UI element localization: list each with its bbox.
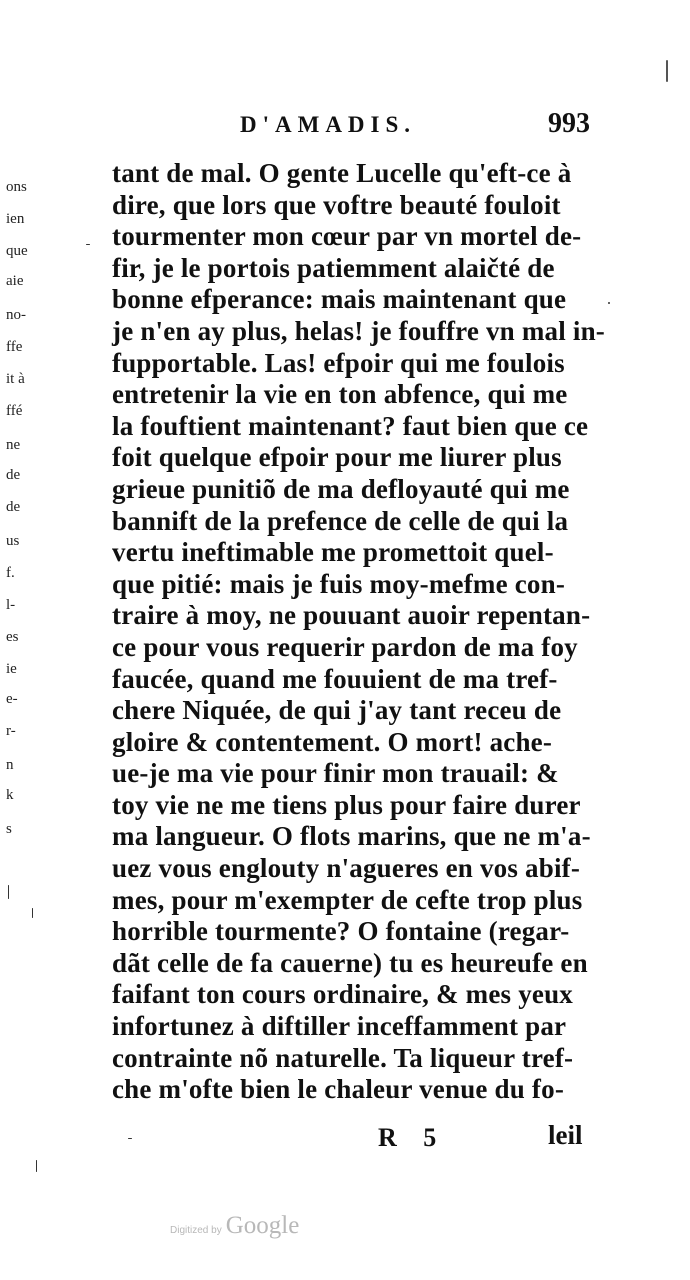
margin-fragment: it à xyxy=(6,371,25,387)
text-line: horrible tourmente? O fontaine (regar- xyxy=(112,916,570,947)
text-line: ue-je ma vie pour finir mon trauail: & xyxy=(112,758,559,789)
margin-fragment: us xyxy=(6,533,20,549)
margin-fragment: de xyxy=(6,499,21,515)
text-line: la fouftient maintenant? faut bien que ce xyxy=(112,410,589,441)
margin-fragment: ons xyxy=(6,179,27,195)
margin-fragment: l- xyxy=(6,597,16,613)
text-line: traire à moy, ne pouuant auoir repentan- xyxy=(112,600,591,631)
text-line: que pitié: mais je fuis moy-mefme con- xyxy=(112,568,566,599)
margin-fragment: e- xyxy=(6,691,18,707)
text-line: chere Niquée, de qui j'ay tant receu de xyxy=(112,695,562,726)
margin-fragment: k xyxy=(6,787,14,803)
margin-fragment: de xyxy=(6,467,21,483)
running-head: D'AMADIS. xyxy=(240,112,417,137)
text-line: uez vous englouty n'agueres en vos abif- xyxy=(112,853,581,884)
text-line: tourmenter mon cœur par vn mortel de- xyxy=(112,221,582,252)
text-line: bannift de la prefence de celle de qui la xyxy=(112,505,569,536)
digitization-watermark xyxy=(170,1212,299,1240)
text-line: toy vie ne me tiens plus pour faire durer xyxy=(112,789,581,820)
margin-fragment: s xyxy=(6,821,12,837)
margin-fragment: ffe xyxy=(6,339,23,355)
text-line: vertu ineftimable me promettoit quel- xyxy=(112,537,554,568)
signature-mark: R 5 xyxy=(378,1123,447,1152)
margin-fragment: no- xyxy=(6,307,26,323)
margin-fragment: que xyxy=(6,243,28,259)
text-line: tant de mal. O gente Lucelle qu'eft-ce à xyxy=(112,158,572,188)
margin-fragment: ffé xyxy=(6,403,23,419)
facing-page-fragments xyxy=(0,160,40,1160)
text-line: fupportable. Las! efpoir qui me foulois xyxy=(112,347,565,378)
margin-fragment: n xyxy=(6,757,14,773)
text-line: ma langueur. O flots marins, que ne m'a- xyxy=(112,821,591,852)
text-line: je n'en ay plus, helas! je fouffre vn mal in- xyxy=(112,315,605,346)
text-line: faucée, quand me fouuient de ma tref- xyxy=(112,663,558,694)
watermark-prefix: Digitized by xyxy=(170,1225,222,1236)
watermark-brand: Google xyxy=(225,1212,300,1239)
text-line: dire, que lors que voftre beauté fouloit xyxy=(112,189,561,220)
text-line: entretenir la vie en ton abfence, qui me xyxy=(112,379,568,410)
margin-fragment: r- xyxy=(6,723,16,739)
text-line: mes, pour m'exempter de cefte trop plus xyxy=(112,884,583,915)
text-line: foit quelque efpoir pour me liurer plus xyxy=(112,442,562,473)
text-line: contrainte nõ naturelle. Ta liqueur tref- xyxy=(112,1042,574,1073)
text-line: fir, je le portois patiemment alaičté de xyxy=(112,252,555,283)
page-number: 993 xyxy=(548,108,590,139)
text-line: faifant ton cours ordinaire, & mes yeux xyxy=(112,979,574,1010)
margin-fragment: ien xyxy=(6,211,25,227)
margin-fragment: f. xyxy=(6,565,15,581)
catchword: leil xyxy=(548,1120,583,1150)
text-line: infortunez à diftiller inceffamment par xyxy=(112,1011,567,1042)
margin-fragment: ie xyxy=(6,661,17,677)
text-line: dãt celle de fa cauerne) tu es heureufe en xyxy=(112,947,588,978)
margin-fragment: es xyxy=(6,629,19,645)
margin-fragment: aie xyxy=(6,273,24,289)
text-line: bonne efperance: mais maintenant que xyxy=(112,284,567,315)
text-line: che m'ofte bien le chaleur venue du fo- xyxy=(112,1074,565,1105)
margin-fragment: ne xyxy=(6,437,21,453)
body-text xyxy=(112,158,612,1106)
text-line: grieue punitiõ de ma defloyauté qui me xyxy=(112,473,570,504)
text-line: gloire & contentement. O mort! ache- xyxy=(112,726,553,757)
text-line: ce pour vous requerir pardon de ma foy xyxy=(112,631,578,662)
